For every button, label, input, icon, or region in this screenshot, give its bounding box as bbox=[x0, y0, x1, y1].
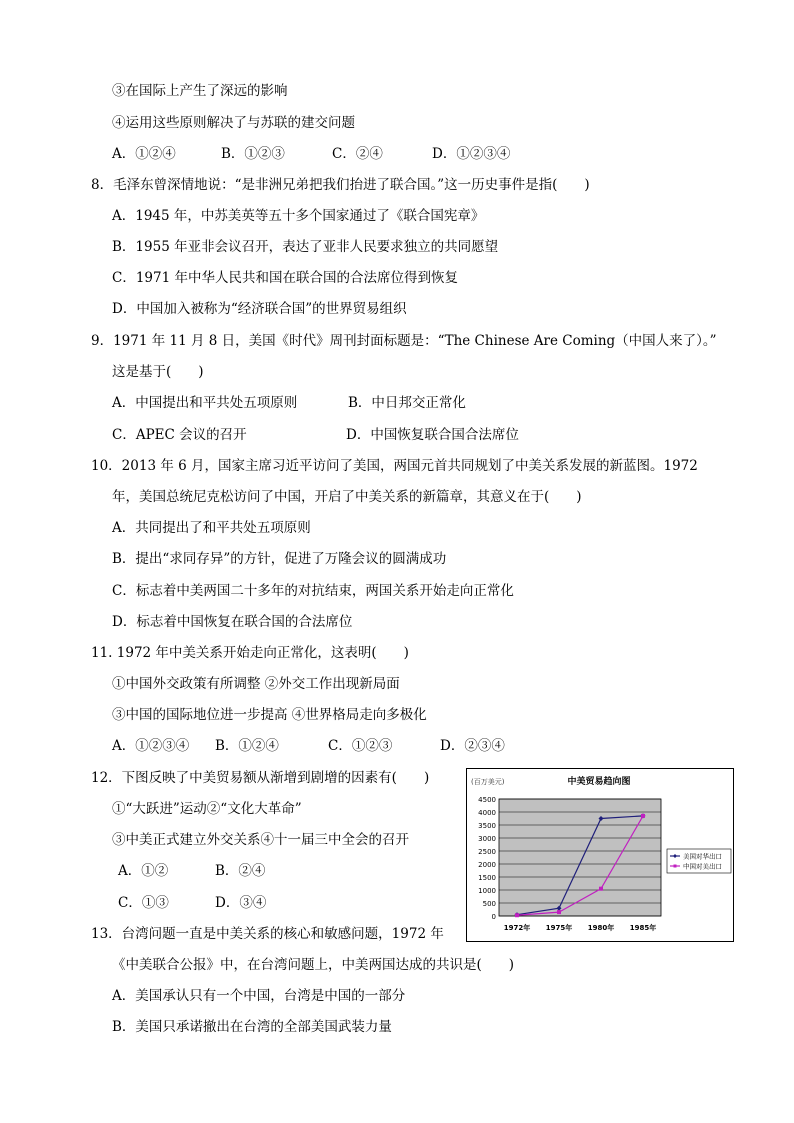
q9-stem: 9．1971 年 11 月 8 日，美国《时代》周刊封面标题是：“The Chinese Are Coming（中国人来了）。” bbox=[91, 333, 717, 349]
q9-option-c: C．APEC 会议的召开 bbox=[112, 427, 247, 443]
y-tick-label: 2000 bbox=[478, 861, 496, 869]
q8-option-a: A．1945 年，中苏美英等五十多个国家通过了《联合国宪章》 bbox=[112, 208, 485, 224]
chart-unit-label: (百万美元) bbox=[471, 778, 505, 786]
y-tick-label: 1000 bbox=[478, 887, 496, 895]
q7-option-b: B．①②③ bbox=[221, 146, 285, 162]
q11-option-a: A．①②③④ bbox=[112, 738, 190, 754]
q11-option-b: B．①②④ bbox=[215, 738, 279, 754]
chart-title: 中美贸易趋向图 bbox=[567, 777, 631, 787]
data-point bbox=[599, 887, 603, 891]
q12-option-a: A．①② bbox=[118, 863, 169, 879]
q13-stem-cont: 《中美联合公报》中，在台湾问题上，中美两国达成的共识是( ) bbox=[112, 957, 515, 973]
q9-option-b: B．中日邦交正常化 bbox=[348, 395, 466, 411]
y-tick-label: 4000 bbox=[478, 809, 496, 817]
q12-statements-2: ③中美正式建立外交关系④十一届三中全会的召开 bbox=[112, 832, 409, 848]
q12-option-b: B．②④ bbox=[215, 863, 266, 879]
q9-option-a: A．中国提出和平共处五项原则 bbox=[112, 395, 298, 411]
x-tick-label: 1985年 bbox=[629, 924, 657, 932]
q7-statement-4: ④运用这些原则解决了与苏联的建交问题 bbox=[112, 115, 355, 131]
q9-stem-cont: 这是基于( ) bbox=[112, 364, 204, 380]
chart-svg bbox=[467, 769, 733, 941]
q11-statements-2: ③中国的国际地位进一步提高 ④世界格局走向多极化 bbox=[112, 707, 427, 723]
legend-label: 美国对华出口 bbox=[683, 852, 722, 861]
y-tick-label: 0 bbox=[491, 913, 496, 921]
q10-stem-cont: 年，美国总统尼克松访问了中国，开启了中美关系的新篇章，其意义在于( ) bbox=[112, 489, 582, 505]
data-point bbox=[557, 910, 561, 914]
y-tick-label: 3500 bbox=[478, 822, 496, 830]
x-tick-label: 1980年 bbox=[587, 924, 615, 932]
q12-option-d: D．③④ bbox=[215, 895, 267, 911]
y-tick-label: 3000 bbox=[478, 835, 496, 843]
x-tick-label: 1972年 bbox=[503, 924, 531, 932]
y-tick-label: 1500 bbox=[478, 874, 496, 882]
y-tick-label: 500 bbox=[482, 900, 496, 908]
y-tick-label: 4500 bbox=[478, 796, 496, 804]
q13-option-b: B．美国只承诺撤出在台湾的全部美国武装力量 bbox=[112, 1019, 392, 1035]
q7-option-a: A．①②④ bbox=[112, 146, 176, 162]
q13-stem: 13．台湾问题一直是中美关系的核心和敏感问题，1972 年 bbox=[91, 926, 444, 942]
q8-option-d: D．中国加入被称为“经济联合国”的世界贸易组织 bbox=[112, 301, 407, 317]
q7-statement-3: ③在国际上产生了深远的影响 bbox=[112, 83, 288, 99]
q10-option-d: D．标志着中国恢复在联合国的合法席位 bbox=[112, 614, 353, 630]
trade-trend-chart bbox=[466, 768, 734, 942]
q10-option-c: C．标志着中美两国二十多年的对抗结束，两国关系开始走向正常化 bbox=[112, 583, 514, 599]
data-point bbox=[641, 814, 645, 818]
data-point bbox=[515, 913, 519, 917]
q11-stem: 11. 1972 年中美关系开始走向正常化，这表明( ) bbox=[91, 645, 409, 661]
q8-option-c: C．1971 年中华人民共和国在联合国的合法席位得到恢复 bbox=[112, 270, 458, 286]
legend-marker bbox=[674, 865, 677, 868]
y-tick-label: 2500 bbox=[478, 848, 496, 856]
q11-option-d: D．②③④ bbox=[440, 738, 505, 754]
q12-statements-1: ①“大跃进”运动②“文化大革命” bbox=[112, 801, 302, 817]
q10-option-b: B．提出“求同存异”的方针，促进了万隆会议的圆满成功 bbox=[112, 551, 447, 567]
q12-stem: 12．下图反映了中美贸易额从渐增到剧增的因素有( ) bbox=[91, 770, 430, 786]
q9-option-d: D．中国恢复联合国合法席位 bbox=[346, 427, 519, 443]
q8-option-b: B．1955 年亚非会议召开，表达了亚非人民要求独立的共同愿望 bbox=[112, 239, 499, 255]
q11-option-c: C．①②③ bbox=[328, 738, 393, 754]
q11-statements-1: ①中国外交政策有所调整 ②外交工作出现新局面 bbox=[112, 676, 400, 692]
x-tick-label: 1975年 bbox=[545, 924, 573, 932]
q10-stem: 10．2013 年 6 月，国家主席习近平访问了美国，两国元首共同规划了中美关系发展的新蓝图。1972 bbox=[91, 458, 698, 474]
q10-option-a: A．共同提出了和平共处五项原则 bbox=[112, 520, 311, 536]
q12-option-c: C．①③ bbox=[118, 895, 169, 911]
q7-option-c: C．②④ bbox=[332, 146, 383, 162]
legend-label: 中国对美出口 bbox=[683, 862, 722, 871]
q13-option-a: A．美国承认只有一个中国，台湾是中国的一部分 bbox=[112, 988, 406, 1004]
q8-stem: 8．毛泽东曾深情地说：“是非洲兄弟把我们抬进了联合国。”这一历史事件是指( ) bbox=[91, 177, 590, 193]
q7-option-d: D．①②③④ bbox=[432, 146, 511, 162]
